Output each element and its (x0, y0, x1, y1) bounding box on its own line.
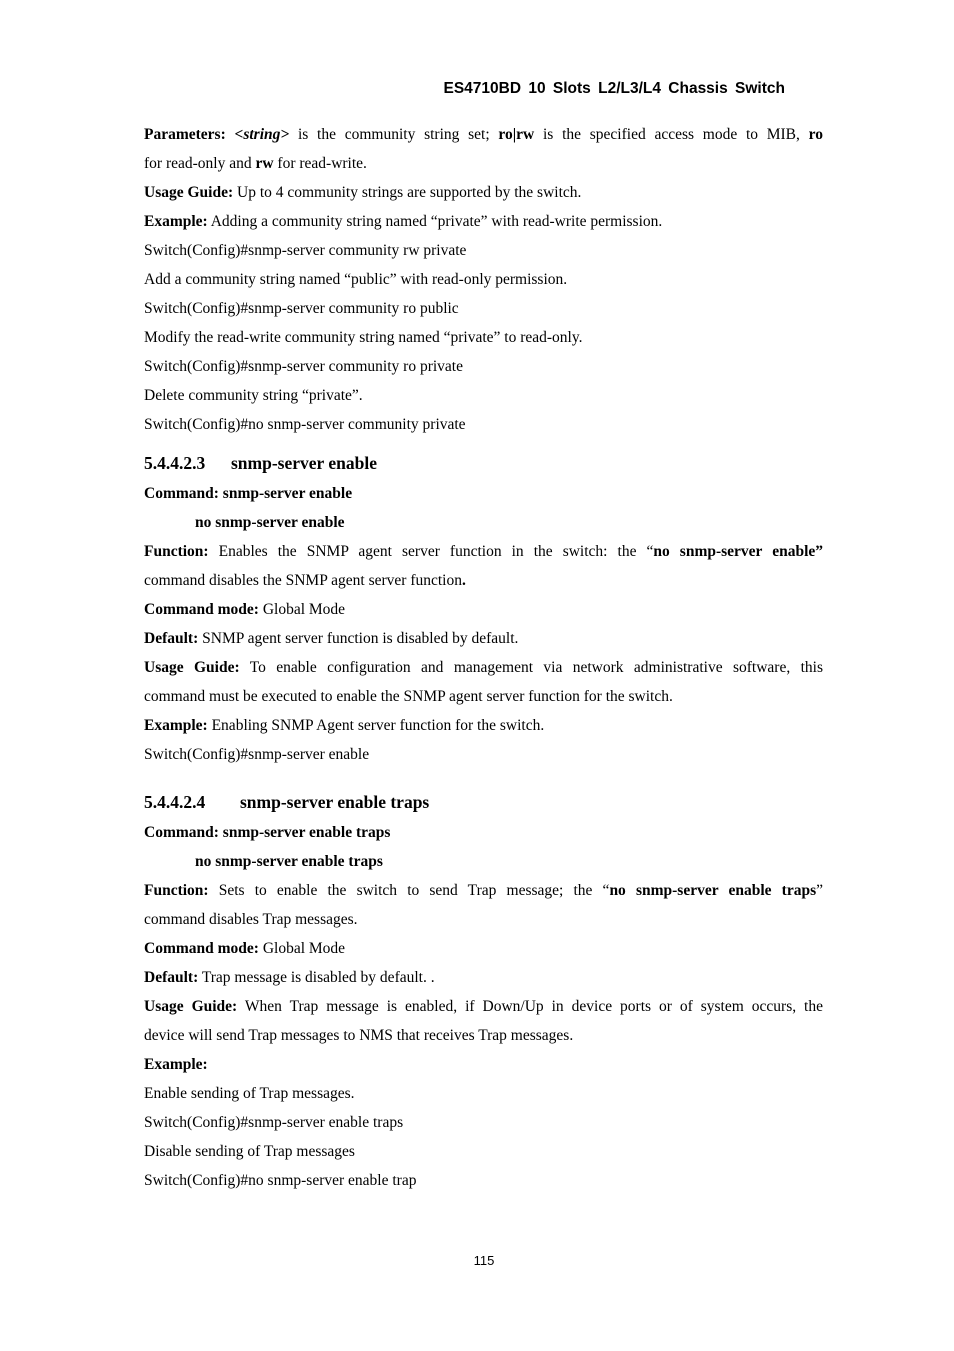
no-command-text: no snmp-server enable traps (195, 853, 383, 870)
example-line (144, 1050, 823, 1079)
example-text: Enabling SNMP Agent server function for the switch. (207, 717, 545, 734)
page-content (144, 120, 823, 1195)
example-text: Adding a community string named “private” with read-write permission. (207, 213, 663, 230)
function-text-2: command disables the SNMP agent server function (144, 572, 462, 589)
usage-guide-line (144, 653, 823, 682)
text-line: Add a community string named “public” with read-only permission. (144, 271, 568, 288)
command-mode-line (144, 595, 823, 624)
no-command-line (144, 508, 823, 537)
usage-guide-text: Up to 4 community strings are supported by the switch. (233, 184, 582, 201)
section-heading (144, 788, 823, 817)
command-label: Command: (144, 485, 219, 502)
usage-guide-line (144, 178, 823, 207)
command-mode-label: Command mode: (144, 940, 259, 957)
usage-guide-label: Usage Guide: (144, 659, 240, 676)
section-number: 5.4.4.2.4 (144, 792, 206, 812)
parameters-text-b: is the specified access mode to MIB, (534, 126, 809, 143)
section-number: 5.4.4.2.3 (144, 453, 206, 473)
command-label: Command: (144, 824, 219, 841)
parameters-label: Parameters: (144, 126, 226, 143)
function-command: no snmp-server enable” (653, 543, 824, 560)
function-line (144, 537, 823, 566)
no-command-line (144, 847, 823, 876)
command-text: snmp-server enable traps (218, 824, 391, 841)
usage-guide-text: When Trap message is enabled, if Down/Up in device ports or of system occurs, the (237, 998, 823, 1015)
parameters-line (144, 120, 823, 149)
param-ro-rw: ro|rw (498, 126, 535, 143)
no-command-text: no snmp-server enable (195, 514, 345, 531)
command-line (144, 818, 823, 847)
command-text: snmp-server enable (218, 485, 353, 502)
function-command: no snmp-server enable traps (609, 882, 817, 899)
text-line: Switch(Config)#snmp-server community rw private (144, 242, 467, 259)
command-mode-label: Command mode: (144, 601, 259, 618)
command-mode-text: Global Mode (258, 601, 346, 618)
text-line: Delete community string “private”. (144, 387, 363, 404)
usage-guide-label: Usage Guide: (144, 998, 238, 1015)
default-label: Default: (144, 630, 199, 647)
example-command: Switch(Config)#snmp-server enable traps (144, 1114, 404, 1131)
section-title: snmp-server enable (231, 453, 377, 473)
page-number: 115 (473, 1253, 495, 1268)
function-period: . (461, 572, 466, 589)
function-text: Sets to enable the switch to send Trap message; the “ (208, 882, 610, 899)
default-text: Trap message is disabled by default. . (198, 969, 435, 986)
function-line-2: command disables Trap messages. (144, 911, 358, 928)
example-line (144, 207, 823, 236)
text-line: Switch(Config)#no snmp-server community private (144, 416, 466, 433)
parameters-line-2 (144, 149, 823, 178)
param-rw: rw (255, 155, 274, 172)
parameters-text-a: is the community string set; (289, 126, 499, 143)
example-command: Switch(Config)#no snmp-server enable trap (144, 1172, 417, 1189)
text-line: Modify the read-write community string named “private” to read-only. (144, 329, 583, 346)
running-header: ES4710BD 10 Slots L2/L3/L4 Chassis Switch (443, 80, 785, 97)
example-label: Example: (144, 1056, 208, 1073)
usage-guide-line (144, 992, 823, 1021)
example-line (144, 711, 823, 740)
default-line (144, 624, 823, 653)
parameters-text-d: for read-write. (273, 155, 367, 172)
parameters-text-c: for read-only and (144, 155, 256, 172)
usage-guide-line-2: command must be executed to enable the SNMP agent server function for the switch. (144, 688, 673, 705)
function-text: Enables the SNMP agent server function in the switch: the “ (208, 543, 654, 560)
default-line (144, 963, 823, 992)
usage-guide-text: To enable configuration and management via network administrative software, this (239, 659, 824, 676)
section-title: snmp-server enable traps (240, 792, 430, 812)
command-line (144, 479, 823, 508)
example-command: Switch(Config)#snmp-server enable (144, 746, 370, 763)
text-line: Switch(Config)#snmp-server community ro public (144, 300, 459, 317)
function-label: Function: (144, 882, 209, 899)
default-text: SNMP agent server function is disabled by default. (198, 630, 519, 647)
default-label: Default: (144, 969, 199, 986)
text-line: Switch(Config)#snmp-server community ro private (144, 358, 463, 375)
example-label: Example: (144, 213, 208, 230)
usage-guide-line-2: device will send Trap messages to NMS that receives Trap messages. (144, 1027, 574, 1044)
param-string: <string> (234, 126, 290, 143)
text-line: Disable sending of Trap messages (144, 1143, 355, 1160)
usage-guide-label: Usage Guide: (144, 184, 234, 201)
text-line: Enable sending of Trap messages. (144, 1085, 355, 1102)
param-ro: ro (808, 126, 824, 143)
command-mode-text: Global Mode (258, 940, 346, 957)
function-quote: ” (816, 882, 823, 899)
function-line (144, 876, 823, 905)
section-heading (144, 449, 823, 478)
function-label: Function: (144, 543, 209, 560)
function-line-2 (144, 566, 823, 595)
example-label: Example: (144, 717, 208, 734)
command-mode-line (144, 934, 823, 963)
